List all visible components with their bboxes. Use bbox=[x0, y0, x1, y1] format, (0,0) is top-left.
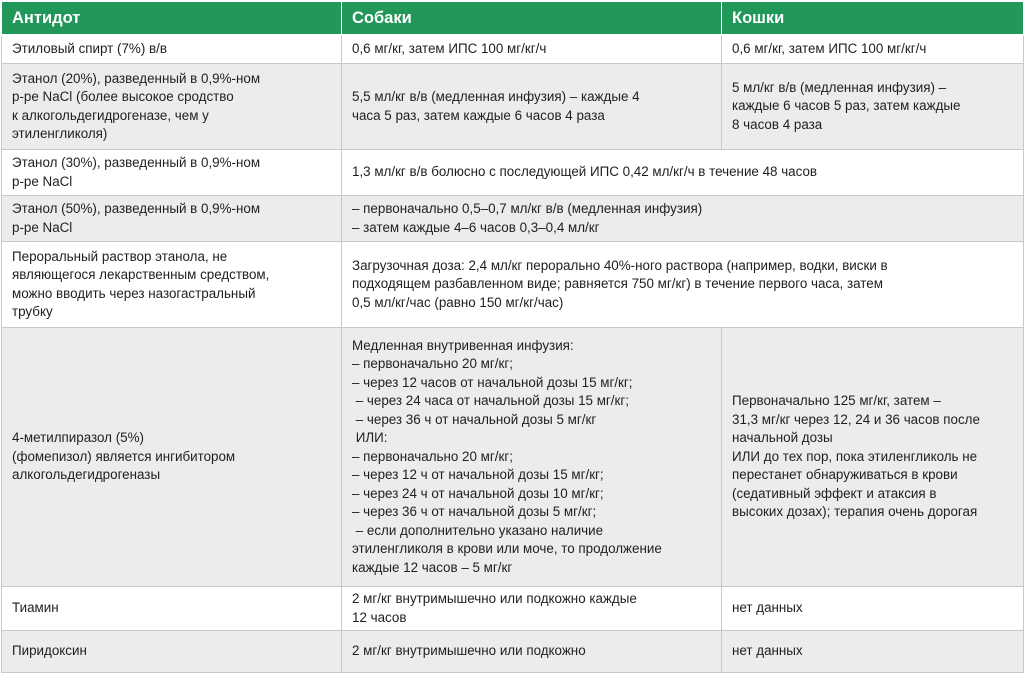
table-row bbox=[2, 242, 1024, 328]
dogs-cell: 2 мг/кг внутримышечно или подкожно bbox=[342, 631, 722, 673]
table-row bbox=[2, 35, 1024, 64]
cats-cell: 5 мл/кг в/в (медленная инфузия) – каждые 6 часов 5 раз, затем каждые 8 часов 4 раза bbox=[722, 64, 1024, 150]
cats-cell: Первоначально 125 мг/кг, затем – 31,3 мг/кг через 12, 24 и 36 часов после начальной дозы ИЛИ до тех пор, пока этиленгликоль не перестанет обнаруживаться в крови (седативный эффект и атаксия в высоких дозах); терапия очень дорогая bbox=[722, 328, 1024, 587]
antidote-cell: Этанол (30%), разведенный в 0,9%-ном р-ре NaCl bbox=[2, 150, 342, 196]
header-row bbox=[2, 2, 1024, 36]
antidote-cell: Этиловый спирт (7%) в/в bbox=[2, 35, 342, 64]
dogs-cell: 5,5 мл/кг в/в (медленная инфузия) – каждые 4 часа 5 раз, затем каждые 6 часов 4 раза bbox=[342, 64, 722, 150]
dogs-cell: Медленная внутривенная инфузия: – первоначально 20 мг/кг; – через 12 часов от начальной дозы 15 мг/кг; – через 24 часа от начальной дозы 15 мг/кг; – через 36 ч от начальной дозы 5 мг/кг ИЛИ: – первоначально 20 мг/кг; – через 12 ч от начальной дозы 15 мг/кг; – через 24 ч от начальной дозы 10 мг/кг; – через 36 ч от начальной дозы 5 мг/кг; – если дополнительно указано наличие этиленгликоля в крови или моче, то продолжение каждые 12 часов – 5 мг/кг bbox=[342, 328, 722, 587]
table-body bbox=[2, 35, 1024, 673]
dogs-cats-cell: 1,3 мл/кг в/в болюсно с последующей ИПС 0,42 мл/кг/ч в течение 48 часов bbox=[342, 150, 1024, 196]
table-row bbox=[2, 587, 1024, 631]
header-cats: Кошки bbox=[722, 2, 1024, 36]
antidote-cell: Пиридоксин bbox=[2, 631, 342, 673]
antidote-cell: Этанол (20%), разведенный в 0,9%-ном р-ре NaCl (более высокое сродство к алкогольдегидрогеназе, чем у этиленгликоля) bbox=[2, 64, 342, 150]
cats-cell: 0,6 мг/кг, затем ИПС 100 мг/кг/ч bbox=[722, 35, 1024, 64]
dogs-cell: 0,6 мг/кг, затем ИПС 100 мг/кг/ч bbox=[342, 35, 722, 64]
dogs-cats-cell: Загрузочная доза: 2,4 мл/кг перорально 40%-ного раствора (например, водки, виски в подходящем разбавленном виде; равняется 750 мг/кг) в течение первого часа, затем 0,5 мл/кг/час (равно 150 мг/кг/час) bbox=[342, 242, 1024, 328]
antidote-cell: Этанол (50%), разведенный в 0,9%-ном р-ре NaCl bbox=[2, 196, 342, 242]
antidote-cell: 4-метилпиразол (5%) (фомепизол) является ингибитором алкогольдегидрогеназы bbox=[2, 328, 342, 587]
header-dogs: Собаки bbox=[342, 2, 722, 36]
dogs-cats-cell: – первоначально 0,5–0,7 мл/кг в/в (медленная инфузия) – затем каждые 4–6 часов 0,3–0,4 мл/кг bbox=[342, 196, 1024, 242]
table-row bbox=[2, 64, 1024, 150]
table-row bbox=[2, 150, 1024, 196]
table-row bbox=[2, 328, 1024, 587]
table-row bbox=[2, 631, 1024, 673]
table-header bbox=[2, 2, 1024, 36]
cats-cell: нет данных bbox=[722, 587, 1024, 631]
antidote-cell: Пероральный раствор этанола, не являющегося лекарственным средством, можно вводить через назогастральный трубку bbox=[2, 242, 342, 328]
header-antidote: Антидот bbox=[2, 2, 342, 36]
antidote-cell: Тиамин bbox=[2, 587, 342, 631]
antidote-table bbox=[1, 1, 1024, 673]
dogs-cell: 2 мг/кг внутримышечно или подкожно каждые 12 часов bbox=[342, 587, 722, 631]
table-row bbox=[2, 196, 1024, 242]
cats-cell: нет данных bbox=[722, 631, 1024, 673]
